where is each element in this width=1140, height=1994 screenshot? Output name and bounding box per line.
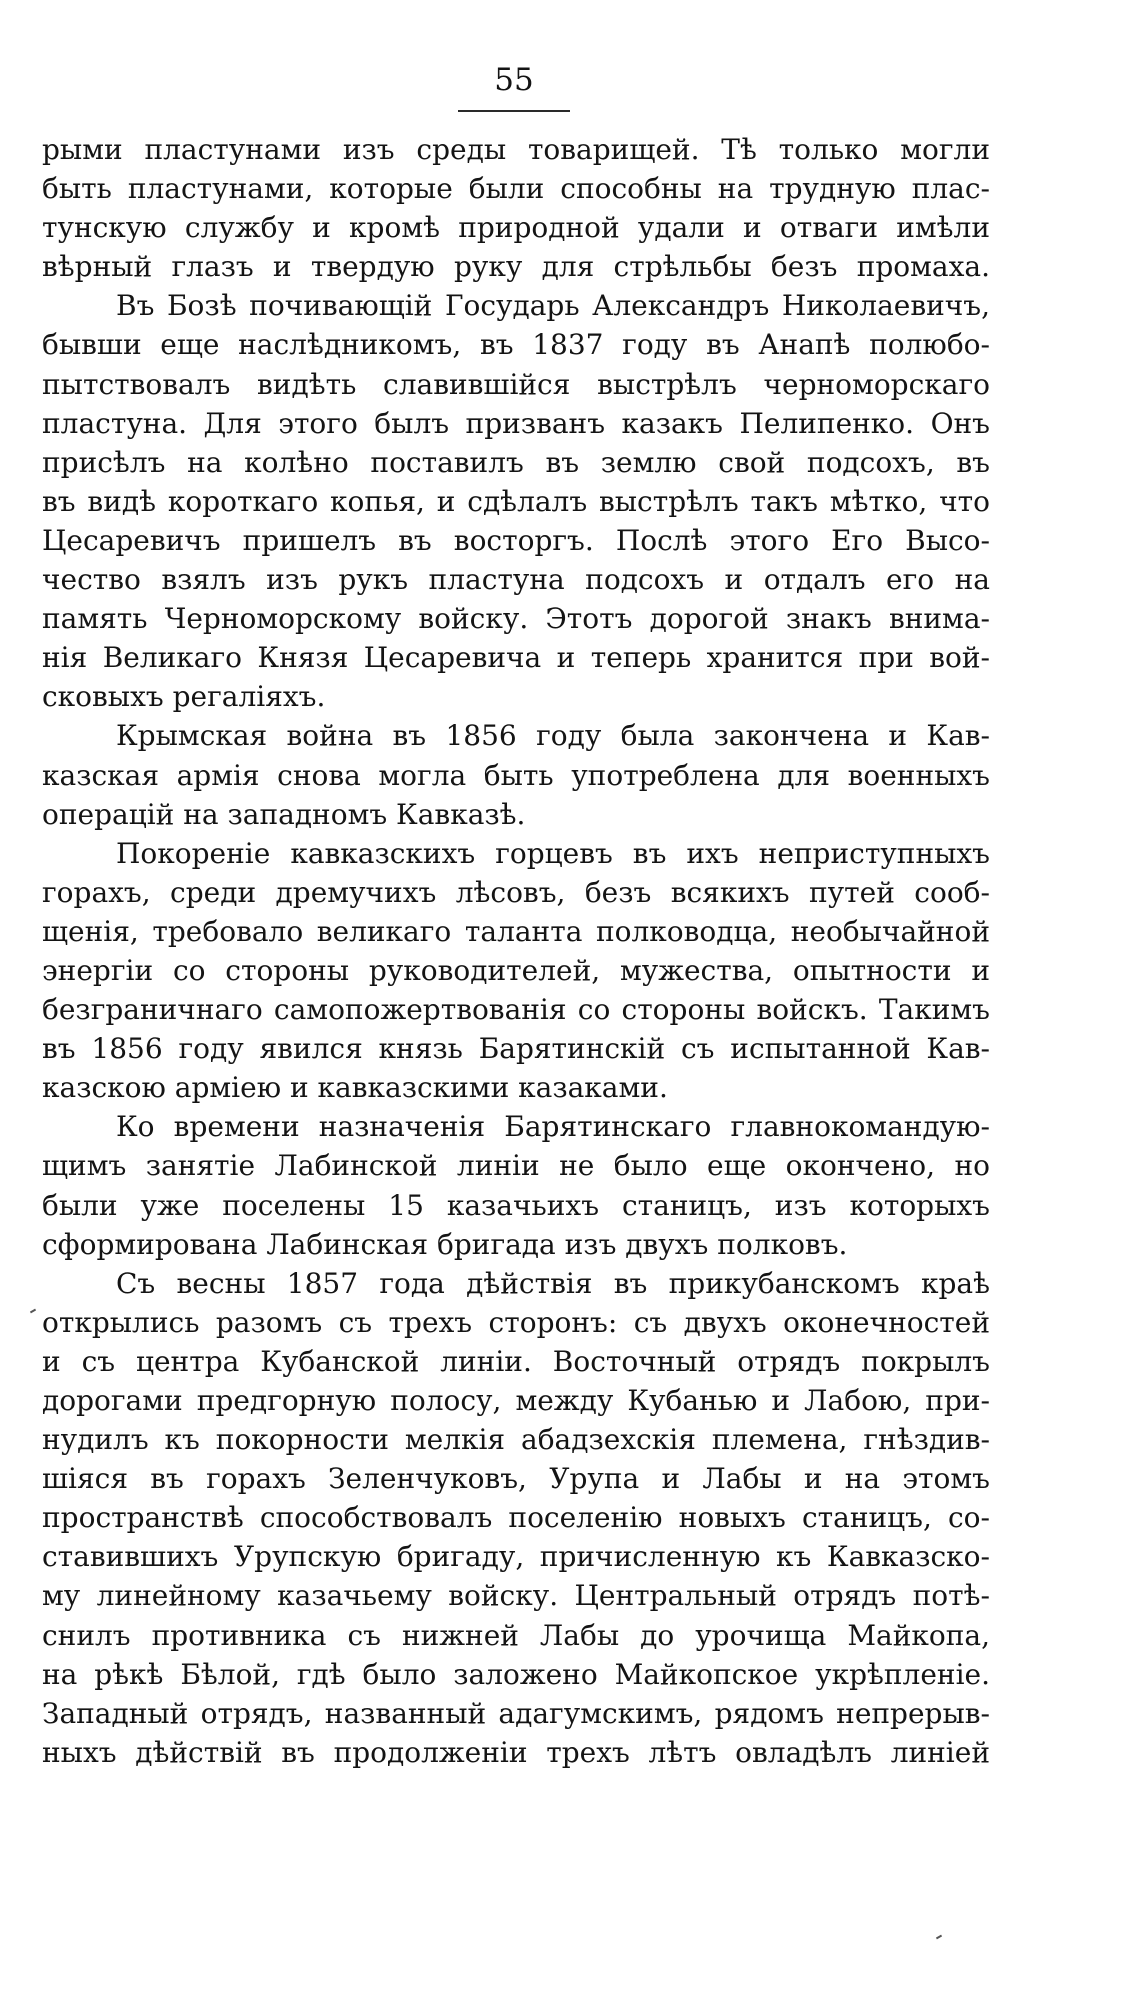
text-line: и съ центра Кубанской линіи. Восточный отрядъ покрылъ — [42, 1344, 990, 1378]
text-line: въ видѣ короткаго копья, и сдѣлалъ выстрѣлъ такъ мѣтко, что — [42, 484, 990, 518]
text-line: нія Великаго Князя Цесаревича и теперь хранится при вой- — [42, 641, 990, 675]
text-line: Западный отрядъ, названный адагумскимъ, рядомъ непрерыв- — [42, 1696, 990, 1730]
text-line: энергіи со стороны руководителей, мужества, опытности и — [42, 953, 990, 987]
text-line: сформирована Лабинская бригада изъ двухъ полковъ. — [42, 1227, 848, 1261]
text-line: пространствѣ способствовалъ поселенію новыхъ станицъ, со- — [42, 1501, 990, 1535]
text-line: дорогами предгорную полосу, между Кубанью и Лабою, при- — [42, 1384, 990, 1417]
text-line: Съ весны 1857 года дѣйствія въ прикубанскомъ краѣ — [116, 1266, 990, 1300]
text-line: горахъ, среди дремучихъ лѣсовъ, безъ всякихъ путей сооб- — [42, 875, 990, 909]
text-line: сковыхъ регаліяхъ. — [42, 680, 326, 714]
text-line: Цесаревичъ пришелъ въ восторгъ. Послѣ этого Его Высо- — [42, 523, 990, 557]
text-line: открылись разомъ съ трехъ сторонъ: съ двухъ оконечностей — [42, 1305, 990, 1339]
text-line: вѣрный глазъ и твердую руку для стрѣльбы безъ промаха. — [42, 250, 990, 284]
text-line: бывши еще наслѣдникомъ, въ 1837 году въ Анапѣ полюбо- — [42, 328, 990, 362]
text-line: чество взялъ изъ рукъ пластуна подсохъ и отдалъ его на — [42, 563, 990, 597]
text-line: присѣлъ на колѣно поставилъ въ землю свой подсохъ, въ — [42, 445, 990, 479]
text-line: Крымская война въ 1856 году была закончена и Кав- — [116, 719, 990, 753]
text-line: въ 1856 году явился князь Барятинскій съ испытанной Кав- — [42, 1032, 990, 1066]
text-line: щимъ занятіе Лабинской линіи не было еще окончено, но — [42, 1149, 990, 1183]
text-line: щенія, требовало великаго таланта полководца, необычайной — [42, 914, 990, 948]
text-line: пытствовалъ видѣть славившійся выстрѣлъ черноморскаго — [42, 367, 990, 401]
text-line: Въ Бозѣ почивающій Государь Александръ Николаевичъ, — [116, 289, 990, 323]
text-line: шіяся въ горахъ Зеленчуковъ, Урупа и Лабы и на этомъ — [42, 1462, 990, 1496]
text-line: были уже поселены 15 казачьихъ станицъ, изъ которыхъ — [42, 1188, 990, 1222]
text-line: безграничнаго самопожертвованія со стороны войскъ. Такимъ — [42, 993, 990, 1027]
body-text — [42, 130, 990, 1772]
ink-speck — [30, 1309, 36, 1314]
text-line: тунскую службу и кромѣ природной удали и отваги имѣли — [42, 211, 990, 245]
text-line: на рѣкѣ Бѣлой, гдѣ было заложено Майкопское укрѣпленіе. — [42, 1657, 990, 1691]
page-number: 55 — [494, 62, 534, 98]
text-line: Ко времени назначенія Барятинскаго главнокомандую- — [116, 1110, 990, 1144]
text-line: ныхъ дѣйствій въ продолженіи трехъ лѣтъ овладѣлъ линіей — [42, 1735, 990, 1769]
text-line: Покореніе кавказскихъ горцевъ въ ихъ неприступныхъ — [116, 836, 990, 870]
text-line: пластуна. Для этого былъ призванъ казакъ Пелипенко. Онъ — [42, 406, 990, 440]
text-line: быть пластунами, которые были способны на трудную плас- — [42, 172, 990, 206]
text-line: му линейному казачьему войску. Центральный отрядъ потѣ- — [42, 1579, 990, 1613]
text-line: снилъ противника съ нижней Лабы до урочища Майкопа, — [42, 1618, 990, 1652]
text-line: нудилъ къ покорности мелкія абадзехскія племена, гнѣздив- — [42, 1423, 990, 1457]
text-line: казскою арміею и кавказскими казаками. — [42, 1071, 668, 1105]
text-line: рыми пластунами изъ среды товарищей. Тѣ только могли — [42, 133, 990, 166]
text-line: ставившихъ Урупскую бригаду, причисленную къ Кавказско- — [42, 1540, 990, 1574]
text-line: операцій на западномъ Кавказѣ. — [42, 797, 526, 831]
page-number-rule — [458, 110, 570, 112]
ink-speck — [936, 1935, 942, 1940]
text-line: казская армія снова могла быть употреблена для военныхъ — [42, 758, 990, 792]
text-line: память Черноморскому войску. Этотъ дорогой знакъ внима- — [42, 602, 990, 636]
